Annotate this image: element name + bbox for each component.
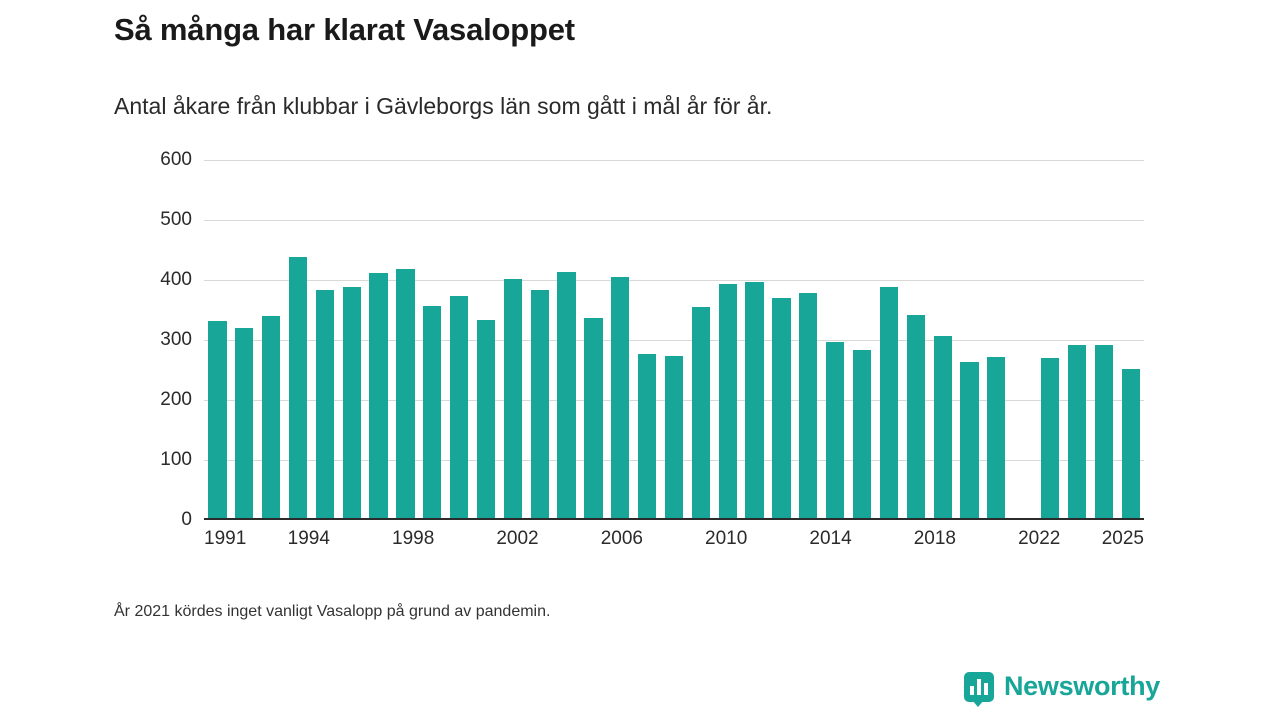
x-axis-tick-label (643, 528, 664, 558)
bar[interactable] (907, 315, 925, 520)
bar-chart (114, 145, 1144, 555)
x-axis-tick-label (893, 528, 914, 558)
x-axis-tick-label: 2014 (809, 528, 852, 549)
bar-slot (929, 160, 956, 520)
bar[interactable] (611, 277, 629, 520)
bar-slot (768, 160, 795, 520)
bar[interactable] (987, 357, 1005, 520)
bar[interactable] (557, 272, 575, 520)
y-axis-tick-label: 100 (160, 449, 192, 470)
x-axis-tick-label: 2025 (1101, 528, 1144, 549)
page-subtitle: Antal åkare från klubbar i Gävleborgs län som gått i mål år för år. (114, 93, 773, 119)
bar-slot (473, 160, 500, 520)
bar[interactable] (316, 290, 334, 520)
bar-slot (285, 160, 312, 520)
bar[interactable] (289, 257, 307, 520)
x-axis-tick-label (977, 528, 998, 558)
bar[interactable] (665, 356, 683, 520)
bar[interactable] (638, 354, 656, 520)
bar-slot (231, 160, 258, 520)
x-axis-tick-label (684, 528, 705, 558)
bar[interactable] (504, 279, 522, 520)
bar-slot (795, 160, 822, 520)
x-axis-tick-label (434, 528, 455, 558)
x-axis-tick-label: 1991 (204, 528, 247, 549)
bar-slot (392, 160, 419, 520)
bar[interactable] (799, 293, 817, 520)
bar[interactable] (772, 298, 790, 520)
bar-slot (580, 160, 607, 520)
bar[interactable] (450, 296, 468, 520)
bar-slot (902, 160, 929, 520)
bar[interactable] (1068, 345, 1086, 520)
bar[interactable] (1095, 345, 1113, 520)
y-axis-tick-label: 400 (160, 269, 192, 290)
bar-slot (258, 160, 285, 520)
bar[interactable] (369, 273, 387, 520)
bar[interactable] (880, 287, 898, 520)
bar-slot (875, 160, 902, 520)
bar[interactable] (853, 350, 871, 520)
bar-slot (499, 160, 526, 520)
bar-slot (365, 160, 392, 520)
bar-slot (661, 160, 688, 520)
bar[interactable] (343, 287, 361, 520)
bar-slot (1090, 160, 1117, 520)
x-axis-tick-label (1060, 528, 1081, 558)
bar[interactable] (531, 290, 549, 520)
x-axis-tick-label (872, 528, 893, 558)
bar[interactable] (692, 307, 710, 520)
x-axis-tick-label: 1994 (287, 528, 330, 549)
page-title: Så många har klarat Vasaloppet (114, 12, 575, 47)
bar[interactable] (826, 342, 844, 520)
bar[interactable] (745, 282, 763, 520)
bar-slot (553, 160, 580, 520)
bar[interactable] (423, 306, 441, 520)
plot-area (204, 160, 1144, 520)
bar-slot (1037, 160, 1064, 520)
bar[interactable] (262, 316, 280, 520)
x-axis-tick-label: 2022 (1018, 528, 1061, 549)
bar[interactable] (960, 362, 978, 520)
x-axis-tick-label: 2002 (496, 528, 539, 549)
x-axis-tick-label (330, 528, 351, 558)
x-axis-tick-label (1081, 528, 1102, 558)
x-axis-tick-label (455, 528, 476, 558)
bar-slot (1064, 160, 1091, 520)
x-axis-tick-label (852, 528, 873, 558)
x-axis-tick-label (351, 528, 372, 558)
newsworthy-logo (964, 671, 1160, 702)
bar-slot (822, 160, 849, 520)
bar-chart-icon (964, 672, 994, 702)
bar-slot (1010, 160, 1037, 520)
x-axis-tick-label (267, 528, 288, 558)
bar-slot (311, 160, 338, 520)
bar-slot (687, 160, 714, 520)
x-axis-tick-label: 2018 (913, 528, 956, 549)
x-axis-tick-label (476, 528, 497, 558)
y-axis-tick-label: 300 (160, 329, 192, 350)
x-axis-tick-label (539, 528, 560, 558)
bar-slot (607, 160, 634, 520)
bar-slot (1117, 160, 1144, 520)
bar[interactable] (1122, 369, 1140, 520)
x-axis-tick-label (580, 528, 601, 558)
bar-slot (634, 160, 661, 520)
bar[interactable] (235, 328, 253, 520)
bar-slot (446, 160, 473, 520)
logo-text: Newsworthy (1003, 671, 1160, 701)
y-axis-tick-label: 0 (181, 509, 192, 530)
bar-slot (714, 160, 741, 520)
bar[interactable] (208, 321, 226, 520)
x-axis-tick-label: 2006 (600, 528, 643, 549)
bar-slot (204, 160, 231, 520)
x-axis-tick-label (559, 528, 580, 558)
x-axis-tick-label (664, 528, 685, 558)
bar[interactable] (719, 284, 737, 520)
y-axis-labels (114, 149, 192, 530)
y-axis-tick-label: 600 (160, 149, 192, 170)
x-axis-tick-label (246, 528, 267, 558)
bar-slot (338, 160, 365, 520)
bar-slot (419, 160, 446, 520)
y-axis-tick-label: 500 (160, 209, 192, 230)
bar[interactable] (477, 320, 495, 520)
bar-slot (983, 160, 1010, 520)
y-axis-tick-label: 200 (160, 389, 192, 410)
bars-container (204, 160, 1144, 520)
x-axis-labels (204, 528, 1144, 558)
bar-slot (956, 160, 983, 520)
x-axis-tick-label (768, 528, 789, 558)
x-axis-tick-label (956, 528, 977, 558)
x-axis-tick-label (371, 528, 392, 558)
bar[interactable] (584, 318, 602, 520)
bar-slot (849, 160, 876, 520)
bar[interactable] (396, 269, 414, 520)
bar-slot (526, 160, 553, 520)
x-axis-tick-label: 2010 (705, 528, 748, 549)
x-axis-tick-label (789, 528, 810, 558)
x-axis-line (204, 518, 1144, 520)
bar-slot (741, 160, 768, 520)
x-axis-tick-label: 1998 (392, 528, 435, 549)
bar[interactable] (934, 336, 952, 520)
bar[interactable] (1041, 358, 1059, 520)
x-axis-tick-label (747, 528, 768, 558)
chart-footnote: År 2021 kördes inget vanligt Vasalopp på grund av pandemin. (114, 603, 551, 620)
x-axis-tick-label (997, 528, 1018, 558)
